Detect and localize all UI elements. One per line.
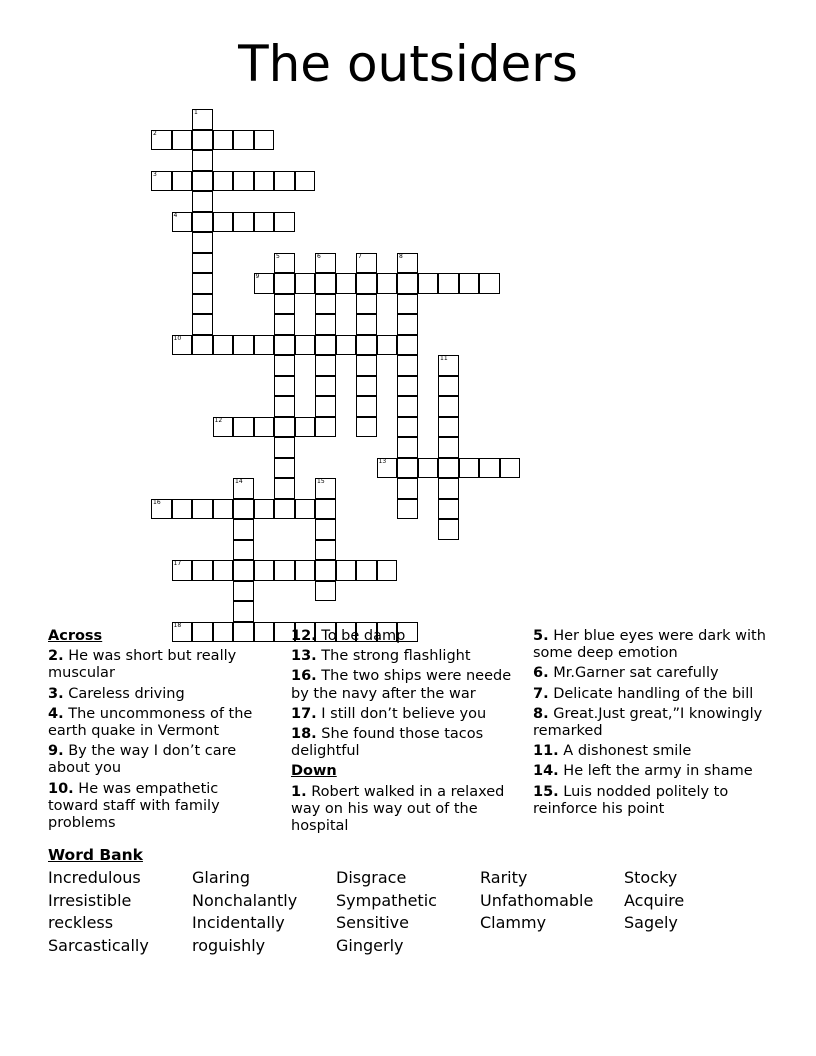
word-bank-column	[624, 867, 684, 935]
grid-cell[interactable]	[233, 581, 254, 602]
word-bank-word: Nonchalantly	[192, 890, 298, 910]
grid-cell[interactable]	[479, 273, 500, 294]
grid-cell[interactable]	[500, 458, 521, 479]
grid-cell[interactable]	[356, 417, 377, 438]
grid-cell[interactable]	[438, 458, 459, 479]
grid-cell[interactable]	[192, 191, 213, 212]
clue-num: 5.	[533, 628, 549, 644]
grid-cell[interactable]	[377, 273, 398, 294]
word-bank-word: Sympathetic	[336, 890, 437, 910]
word-bank-word: Stocky	[624, 868, 678, 887]
grid-cell[interactable]	[151, 171, 172, 192]
clue-num: 18.	[291, 726, 317, 743]
clue-text: Mr.Garner sat carefully	[548, 665, 719, 682]
grid-cell[interactable]	[192, 171, 213, 192]
clue-num: 17.	[291, 705, 317, 722]
grid-cell[interactable]	[192, 294, 213, 315]
grid-cell[interactable]	[315, 519, 336, 540]
grid-cell[interactable]	[356, 314, 377, 335]
grid-cell[interactable]	[315, 253, 336, 274]
grid-cell[interactable]	[233, 212, 254, 233]
clue-num: 7.	[533, 685, 549, 702]
clue-text: By the way I don’t care about you	[48, 743, 237, 777]
clue-num: 3.	[48, 685, 64, 702]
grid-cell[interactable]	[295, 499, 316, 520]
clue-number: 3	[153, 170, 157, 178]
clue-number: 17	[173, 560, 182, 567]
grid-cell[interactable]	[397, 335, 418, 356]
grid-cell[interactable]	[315, 540, 336, 561]
grid-cell[interactable]	[336, 560, 357, 581]
grid-cell[interactable]	[213, 171, 234, 192]
grid-cell[interactable]	[397, 458, 418, 479]
grid-cell[interactable]	[254, 171, 275, 192]
clue-num: 15.	[533, 783, 559, 800]
grid-cell[interactable]	[397, 355, 418, 376]
grid-cell[interactable]	[233, 417, 254, 438]
word-bank-word: Sagely	[624, 913, 678, 933]
word-bank-word: Clammy	[480, 913, 547, 933]
clue-num: 1.	[291, 783, 307, 800]
clue-number: 6	[317, 252, 321, 260]
clue	[533, 784, 768, 818]
clue-text: I still don’t believe you	[316, 705, 487, 722]
grid-cell[interactable]	[336, 335, 357, 356]
grid-cell[interactable]	[377, 458, 398, 479]
grid-cell[interactable]	[233, 130, 254, 151]
grid-cell[interactable]	[397, 376, 418, 397]
grid-cell[interactable]	[233, 540, 254, 561]
word-bank-column	[48, 867, 149, 958]
grid-cell[interactable]	[418, 273, 439, 294]
grid-cell[interactable]	[192, 314, 213, 335]
clue-text: The two ships were neede by the navy after the war	[291, 668, 512, 702]
grid-cell[interactable]	[397, 253, 418, 274]
grid-cell[interactable]	[418, 458, 439, 479]
grid-cell[interactable]	[459, 273, 480, 294]
grid-cell[interactable]	[377, 335, 398, 356]
word-bank-word: Acquire	[624, 890, 685, 910]
clue-num: 11.	[533, 743, 559, 760]
clue-number: 14	[235, 478, 243, 485]
clue-num: 9.	[48, 743, 64, 760]
clue-text: To be damp	[316, 628, 406, 644]
grid-cell[interactable]	[274, 478, 295, 499]
grid-cell[interactable]	[356, 335, 377, 356]
clue-column-3	[533, 628, 768, 821]
clue-num: 2.	[48, 648, 64, 665]
clue-number: 2	[153, 129, 157, 137]
clue	[533, 628, 768, 662]
grid-cell[interactable]	[274, 458, 295, 479]
grid-cell[interactable]	[254, 560, 275, 581]
clue-text: Luis nodded politely to reinforce his point	[533, 783, 729, 817]
grid-cell[interactable]	[274, 294, 295, 315]
down-heading: Down	[291, 763, 337, 780]
grid-cell[interactable]	[438, 273, 459, 294]
grid-cell[interactable]	[315, 478, 336, 499]
word-bank-word: Glaring	[192, 868, 250, 887]
grid-cell[interactable]	[254, 130, 275, 151]
grid-cell[interactable]	[315, 417, 336, 438]
grid-cell[interactable]	[315, 294, 336, 315]
grid-cell[interactable]	[315, 560, 336, 581]
grid-cell[interactable]	[438, 478, 459, 499]
grid-cell[interactable]	[192, 150, 213, 171]
clue-number: 18	[173, 621, 182, 629]
grid-cell[interactable]	[274, 212, 295, 233]
grid-cell[interactable]	[274, 417, 295, 438]
grid-cell[interactable]	[377, 560, 398, 581]
clue-text: He was empathetic toward staff with family problems	[48, 780, 220, 832]
grid-cell[interactable]	[192, 560, 213, 581]
grid-cell[interactable]	[172, 560, 193, 581]
grid-cell[interactable]	[151, 130, 172, 151]
word-bank-word: reckless	[48, 913, 114, 933]
grid-cell[interactable]	[254, 499, 275, 520]
clue-number: 13	[378, 457, 387, 465]
clue-number: 7	[358, 252, 362, 260]
grid-cell[interactable]	[315, 335, 336, 356]
grid-cell[interactable]	[192, 253, 213, 274]
grid-cell[interactable]	[233, 171, 254, 192]
grid-cell[interactable]	[397, 396, 418, 417]
clue-number: 10	[173, 334, 182, 342]
clue-text: Robert walked in a relaxed way on his way out of the hospital	[291, 783, 505, 835]
grid-cell[interactable]	[274, 253, 295, 274]
clue-number: 9	[255, 273, 260, 280]
grid-cell[interactable]	[315, 314, 336, 335]
clue-text: The strong flashlight	[316, 648, 471, 665]
grid-cell[interactable]	[295, 171, 316, 192]
grid-cell[interactable]	[274, 355, 295, 376]
grid-cell[interactable]	[315, 499, 336, 520]
grid-cell[interactable]	[192, 212, 213, 233]
clue	[48, 781, 270, 833]
grid-cell[interactable]	[233, 519, 254, 540]
grid-cell[interactable]	[213, 335, 234, 356]
word-bank-word: Gingerly	[336, 936, 404, 956]
clue-column-1	[48, 628, 270, 835]
grid-cell[interactable]	[356, 376, 377, 397]
grid-cell[interactable]	[274, 335, 295, 356]
clue-number: 5	[276, 252, 280, 260]
clue-text: A dishonest smile	[558, 743, 692, 760]
clue-text: Her blue eyes were dark with some deep emotion	[533, 628, 766, 662]
clue-number: 12	[214, 416, 223, 424]
grid-cell[interactable]	[397, 478, 418, 499]
page-title: The outsiders	[238, 35, 578, 93]
grid-cell[interactable]	[295, 417, 316, 438]
word-bank-column	[480, 867, 593, 935]
grid-cell[interactable]	[438, 417, 459, 438]
grid-cell[interactable]	[356, 253, 377, 274]
grid-cell[interactable]	[315, 376, 336, 397]
grid-cell[interactable]	[192, 232, 213, 253]
grid-cell[interactable]	[315, 273, 336, 294]
grid-cell[interactable]	[233, 601, 254, 622]
clue-num: 8.	[533, 705, 549, 722]
grid-cell[interactable]	[172, 212, 193, 233]
word-bank-heading: Word Bank	[48, 846, 143, 864]
word-bank-word: Incidentally	[192, 913, 285, 933]
grid-cell[interactable]	[295, 335, 316, 356]
clue-num: 14.	[533, 763, 559, 780]
grid-cell[interactable]	[397, 273, 418, 294]
clue	[291, 784, 519, 836]
clue-num: 12.	[291, 628, 317, 644]
grid-cell[interactable]	[397, 294, 418, 315]
word-bank-column	[192, 867, 297, 958]
grid-cell[interactable]	[213, 130, 234, 151]
grid-cell[interactable]	[274, 171, 295, 192]
across-heading: Across	[48, 628, 103, 644]
clue	[291, 706, 519, 723]
clue-num: 13.	[291, 648, 317, 665]
grid-cell[interactable]	[315, 355, 336, 376]
clue-text: He was short but really muscular	[48, 648, 237, 682]
clue	[533, 706, 768, 740]
grid-cell[interactable]	[438, 499, 459, 520]
clue-num: 4.	[48, 705, 64, 722]
clue-number: 4	[173, 211, 178, 219]
clue-number: 15	[317, 478, 325, 485]
clue	[48, 743, 270, 777]
clue	[533, 686, 768, 703]
word-bank-word: Sensitive	[336, 913, 409, 933]
clue	[48, 706, 270, 740]
grid-cell[interactable]	[274, 396, 295, 417]
clue-number: 1	[194, 109, 198, 116]
grid-cell[interactable]	[233, 499, 254, 520]
word-bank-column	[336, 867, 437, 958]
clue	[291, 648, 519, 665]
grid-cell[interactable]	[254, 417, 275, 438]
grid-cell[interactable]	[356, 294, 377, 315]
grid-cell[interactable]	[397, 437, 418, 458]
grid-cell[interactable]	[438, 519, 459, 540]
word-bank-word: Disgrace	[336, 868, 407, 887]
clue	[291, 726, 519, 760]
grid-cell[interactable]	[233, 478, 254, 499]
word-bank-word: Unfathomable	[480, 890, 594, 910]
grid-cell[interactable]	[438, 376, 459, 397]
clue-column-2	[291, 628, 519, 838]
grid-cell[interactable]	[254, 273, 275, 294]
grid-cell[interactable]	[192, 109, 213, 130]
grid-cell[interactable]	[213, 499, 234, 520]
grid-cell[interactable]	[295, 273, 316, 294]
word-bank-word: roguishly	[192, 936, 266, 956]
clue	[533, 743, 768, 760]
grid-cell[interactable]	[151, 499, 172, 520]
grid-cell[interactable]	[295, 560, 316, 581]
grid-cell[interactable]	[397, 499, 418, 520]
clue-text: Careless driving	[63, 685, 185, 702]
grid-cell[interactable]	[213, 417, 234, 438]
grid-cell[interactable]	[397, 417, 418, 438]
clue-text: He left the army in shame	[558, 763, 753, 780]
grid-cell[interactable]	[336, 273, 357, 294]
grid-cell[interactable]	[254, 212, 275, 233]
clue	[533, 665, 768, 682]
grid-cell[interactable]	[274, 314, 295, 335]
grid-cell[interactable]	[213, 560, 234, 581]
grid-cell[interactable]	[172, 335, 193, 356]
grid-cell[interactable]	[233, 560, 254, 581]
clue-text: Great.Just great,”I knowingly remarked	[533, 705, 763, 740]
grid-cell[interactable]	[356, 560, 377, 581]
clue-num: 16.	[291, 668, 317, 685]
grid-cell[interactable]	[213, 212, 234, 233]
clue-number: 16	[153, 498, 161, 506]
grid-cell[interactable]	[315, 581, 336, 602]
grid-cell[interactable]	[233, 335, 254, 356]
clue-num: 10.	[48, 780, 74, 797]
grid-cell[interactable]	[356, 355, 377, 376]
clue-text: The uncommoness of the earth quake in Vermont	[48, 705, 253, 740]
word-bank-word: Rarity	[480, 868, 528, 887]
grid-cell[interactable]	[172, 499, 193, 520]
grid-cell[interactable]	[397, 314, 418, 335]
clue-number: 11	[440, 355, 448, 362]
clue-number: 8	[399, 252, 403, 260]
grid-cell[interactable]	[274, 560, 295, 581]
grid-cell[interactable]	[274, 499, 295, 520]
grid-cell[interactable]	[315, 396, 336, 417]
grid-cell[interactable]	[192, 130, 213, 151]
grid-cell[interactable]	[479, 458, 500, 479]
grid-cell[interactable]	[356, 273, 377, 294]
word-bank-word: Sarcastically	[48, 936, 149, 956]
clue	[48, 686, 270, 703]
clue-num: 6.	[533, 665, 549, 682]
grid-cell[interactable]	[459, 458, 480, 479]
grid-cell[interactable]	[438, 437, 459, 458]
grid-cell[interactable]	[172, 130, 193, 151]
grid-cell[interactable]	[438, 355, 459, 376]
grid-cell[interactable]	[192, 335, 213, 356]
grid-cell[interactable]	[274, 376, 295, 397]
clue-text: She found those tacos delightful	[291, 726, 484, 760]
grid-cell[interactable]	[172, 171, 193, 192]
grid-cell[interactable]	[192, 273, 213, 294]
clue	[48, 648, 270, 682]
clue	[533, 763, 768, 780]
clue-text: Delicate handling of the bill	[548, 685, 754, 702]
clue	[291, 668, 519, 702]
word-bank-word: Incredulous	[48, 868, 141, 887]
grid-cell[interactable]	[274, 273, 295, 294]
grid-cell[interactable]	[356, 396, 377, 417]
word-bank-word: Irresistible	[48, 890, 132, 910]
grid-cell[interactable]	[254, 335, 275, 356]
clue	[291, 628, 519, 645]
grid-cell[interactable]	[438, 396, 459, 417]
grid-cell[interactable]	[192, 499, 213, 520]
grid-cell[interactable]	[274, 437, 295, 458]
